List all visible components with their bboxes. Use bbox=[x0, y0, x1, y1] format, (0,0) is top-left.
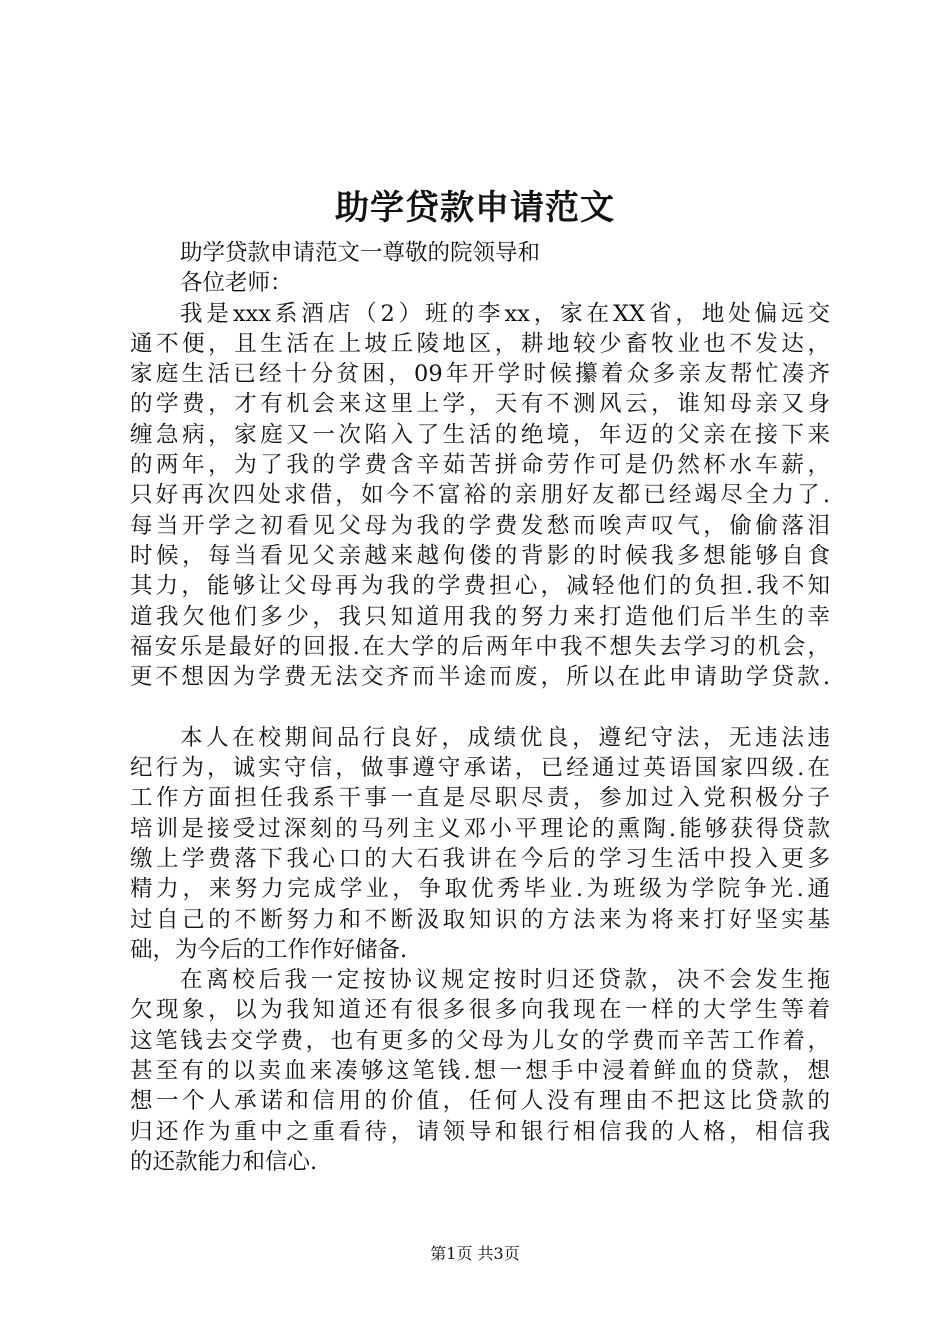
text-line: 其力，能够让父母再为我的学费担心，减轻他们的负担.我不知 bbox=[130, 573, 830, 600]
text-line: 归还作为重中之重看待，请领导和银行相信我的人格，相信我 bbox=[130, 1118, 830, 1145]
text-line: 纪行为，诚实守信，做事遵守承诺，已经通过英语国家四级.在 bbox=[130, 755, 830, 782]
text-line: 培训是接受过深刻的马列主义邓小平理论的熏陶.能够获得贷款 bbox=[130, 815, 830, 842]
text-line: 缠急病，家庭又一次陷入了生活的绝境，年迈的父亲在接下来 bbox=[130, 421, 830, 448]
text-line: 更不想因为学费无法交齐而半途而废，所以在此申请助学贷款. bbox=[130, 664, 830, 691]
paragraph-spacer bbox=[130, 692, 830, 722]
text-line: 助学贷款申请范文一尊敬的院领导和 bbox=[180, 240, 541, 266]
text-line: 我是xxx系酒店（2）班的李xx，家在XX省，地处偏远交 bbox=[180, 300, 830, 327]
text-line: 欠现象，以为我知道还有很多很多向我现在一样的大学生等着 bbox=[130, 997, 830, 1024]
text-line: 每当开学之初看见父母为我的学费发愁而唉声叹气，偷偷落泪 bbox=[130, 512, 830, 539]
text-line: 过自己的不断努力和不断汲取知识的方法来为将来打好坚实基 bbox=[130, 906, 830, 933]
text-line: 这笔钱去交学费，也有更多的父母为儿女的学费而辛苦工作着， bbox=[130, 1027, 830, 1054]
body-paragraph bbox=[130, 723, 830, 965]
text-line: 的两年，为了我的学费含辛茹苦拼命劳作可是仍然杯水车薪， bbox=[130, 452, 830, 479]
document-body bbox=[130, 238, 830, 1177]
text-line: 甚至有的以卖血来凑够这笔钱.想一想手中浸着鲜血的贷款，想 bbox=[130, 1058, 830, 1085]
text-line: 各位老师： bbox=[180, 270, 293, 297]
text-line: 家庭生活已经十分贫困，09年开学时候攥着众多亲友帮忙凑齐 bbox=[130, 361, 830, 388]
text-line: 福安乐是最好的回报.在大学的后两年中我不想失去学习的机会， bbox=[130, 633, 830, 660]
text-line: 的还款能力和信心. bbox=[130, 1148, 318, 1175]
body-paragraph bbox=[130, 299, 830, 693]
text-line: 工作方面担任我系干事一直是尽职尽责，参加过入党积极分子 bbox=[130, 785, 830, 812]
text-line: 道我欠他们多少，我只知道用我的努力来打造他们后半生的幸 bbox=[130, 603, 830, 630]
text-line: 础，为今后的工作作好储备. bbox=[130, 936, 408, 963]
page-footer: 第1页 共3页 bbox=[430, 1244, 520, 1263]
salutation-paragraph bbox=[130, 238, 830, 299]
text-line: 只好再次四处求借，如今不富裕的亲朋好友都已经竭尽全力了. bbox=[130, 482, 830, 509]
text-line: 缴上学费落下我心口的大石我讲在今后的学习生活中投入更多 bbox=[130, 845, 830, 872]
document-title: 助学贷款申请范文 bbox=[335, 188, 615, 228]
text-line: 在离校后我一定按协议规定按时归还贷款，决不会发生拖 bbox=[180, 967, 830, 994]
text-line: 的学费，才有机会来这里上学，天有不测风云，谁知母亲又身 bbox=[130, 391, 830, 418]
text-line: 时候，每当看见父亲越来越佝偻的背影的时候我多想能够自食 bbox=[130, 542, 830, 569]
text-line: 通不便，且生活在上坡丘陵地区，耕地较少畜牧业也不发达， bbox=[130, 330, 830, 357]
text-line: 本人在校期间品行良好，成绩优良，遵纪守法，无违法违 bbox=[180, 724, 830, 751]
text-line: 精力，来努力完成学业，争取优秀毕业.为班级为学院争光.通 bbox=[130, 876, 830, 903]
text-line: 想一个人承诺和信用的价值，任何人没有理由不把这比贷款的 bbox=[130, 1088, 830, 1115]
body-paragraph bbox=[130, 965, 830, 1177]
